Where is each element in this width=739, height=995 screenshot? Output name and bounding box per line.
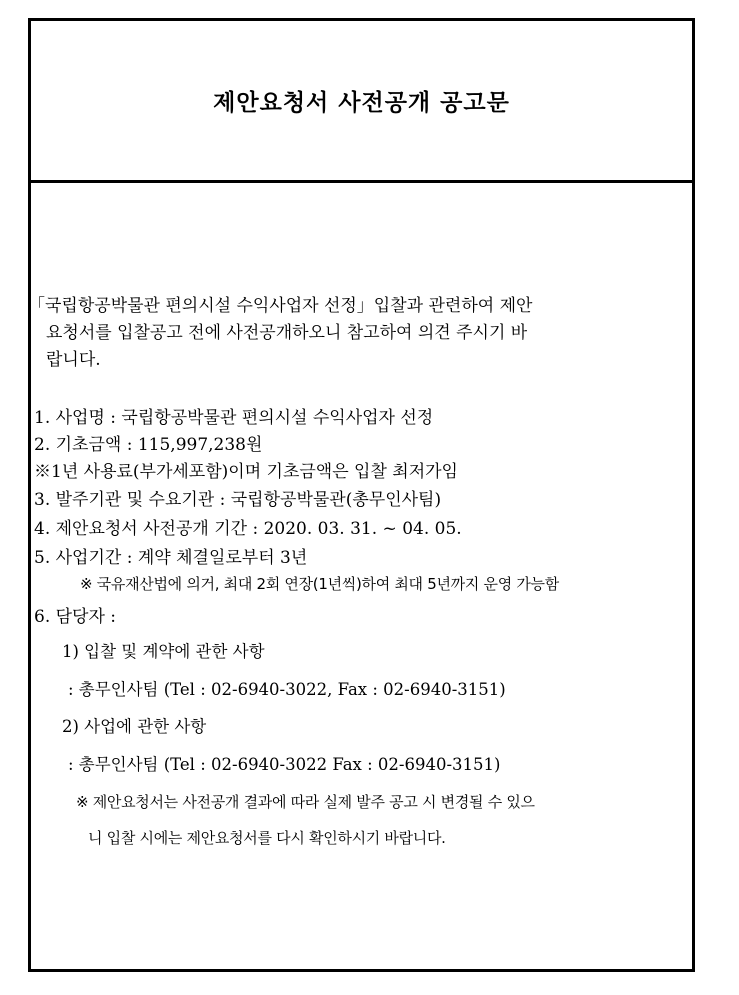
- page-title: 제안요청서 사전공개 공고문: [213, 90, 510, 116]
- item-business-name: 1. 사업명 : 국립항공박물관 편의시설 수익사업자 선정: [34, 408, 434, 428]
- final-note-line-2: 니 입찰 시에는 제안요청서를 다시 확인하시기 바랍니다.: [88, 829, 446, 847]
- intro-paragraph: [28, 293, 692, 374]
- contact-bid-label: 1) 입찰 및 계약에 관한 사항: [62, 642, 265, 661]
- intro-line-1: 「국립항공박물관 편의시설 수익사업자 선정」입찰과 관련하여 제안: [28, 296, 533, 316]
- item-base-amount: 2. 기초금액 : 115,997,238원: [34, 435, 263, 455]
- intro-line-3: 랍니다.: [46, 350, 101, 370]
- contact-heading: 6. 담당자 :: [34, 607, 117, 627]
- title-box: [31, 21, 692, 183]
- item-ordering-agency: 3. 발주기관 및 수요기관 : 국립항공박물관(총무인사팀): [34, 490, 442, 510]
- item-base-amount-note: ※1년 사용료(부가세포함)이며 기초금액은 입찰 최저가임: [34, 462, 458, 482]
- item-business-period-note: ※ 국유재산법에 의거, 최대 2회 연장(1년씩)하여 최대 5년까지 운영 가능함: [80, 575, 559, 593]
- final-note-line-1: ※ 제안요청서는 사전공개 결과에 따라 실제 발주 공고 시 변경될 수 있으: [76, 793, 535, 811]
- item-disclosure-period: 4. 제안요청서 사전공개 기간 : 2020. 03. 31. ~ 04. 05.: [34, 519, 462, 539]
- contact-business-detail: : 총무인사팀 (Tel : 02-6940-3022 Fax : 02-6940-3151): [68, 755, 501, 774]
- intro-line-2: 요청서를 입찰공고 전에 사전공개하오니 참고하여 의견 주시기 바: [46, 323, 528, 343]
- contact-bid-detail: : 총무인사팀 (Tel : 02-6940-3022, Fax : 02-6940-3151): [68, 680, 506, 699]
- contact-business-label: 2) 사업에 관한 사항: [62, 717, 207, 736]
- item-business-period: 5. 사업기간 : 계약 체결일로부터 3년: [34, 548, 308, 568]
